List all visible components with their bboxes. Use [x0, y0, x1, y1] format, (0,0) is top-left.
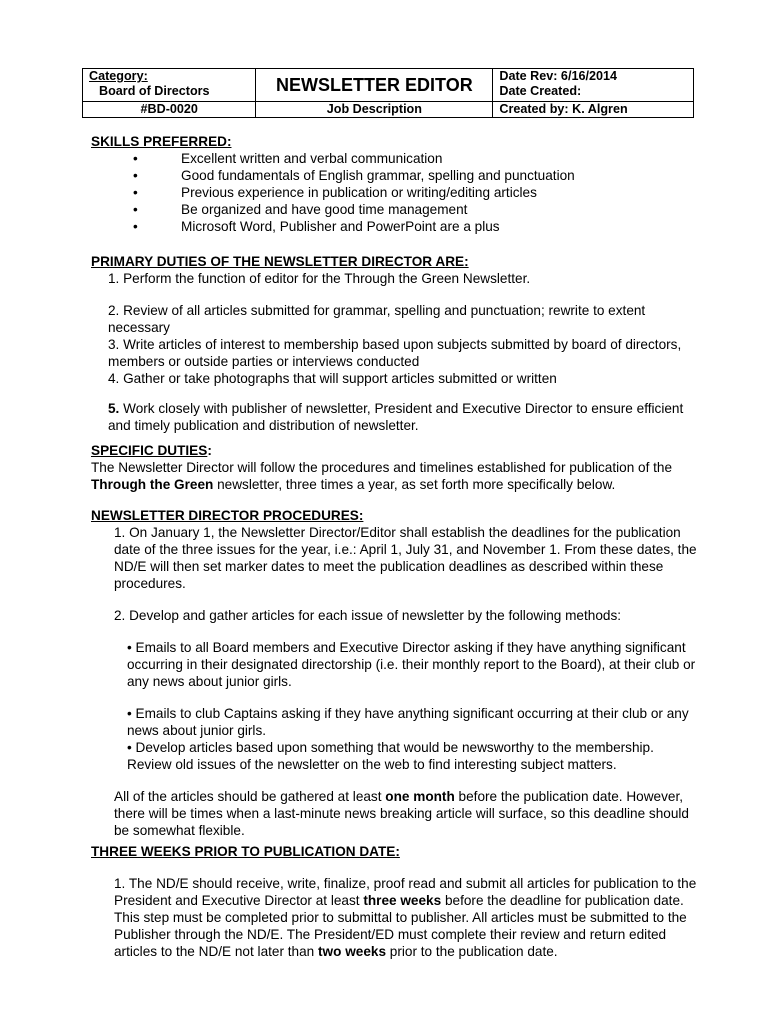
method-item: • Emails to all Board members and Executive Director asking if they have anything significant occurring in their designated directorship (i.e. their monthly report to the Board), at their club or any news about junior girls. [127, 640, 696, 689]
skill-item: • Good fundamentals of English grammar, spelling and punctuation [91, 167, 701, 184]
skill-item: • Microsoft Word, Publisher and PowerPoint are a plus [91, 218, 701, 235]
category-label: Category: [89, 69, 148, 83]
specific-duties-section [91, 442, 701, 493]
specific-text-b: newsletter, three times a year, as set forth more specifically below. [213, 477, 616, 492]
skills-list [91, 150, 701, 235]
category-value: Board of Directors [99, 84, 210, 98]
three-weeks-text-b: before the deadline for publication date. This step must be completed prior to submittal to publisher. All articles must be submitted to the Publisher through the ND/E. The President/ED must complete their review and return edited articles to the ND/E not later than [114, 893, 687, 959]
duty-5 [108, 400, 701, 434]
category-cell [83, 69, 256, 102]
skills-section [91, 133, 701, 235]
method-item: • Emails to club Captains asking if they have anything significant occurring at their club or any news about junior girls. [127, 706, 689, 738]
document-title: NEWSLETTER EDITOR [276, 75, 473, 95]
specific-duties-heading: SPECIFIC DUTIES [91, 443, 208, 458]
three-weeks-section [91, 843, 701, 960]
created-by: Created by: K. Algren [493, 102, 694, 118]
gather-text-bold: one month [385, 789, 455, 804]
specific-duties-text [91, 459, 701, 493]
duty-5-text: Work closely with publisher of newsletter, President and Executive Director to ensure efficient and timely publication and distribution of newsletter. [108, 401, 684, 433]
duty-2: 2. Review of all articles submitted for grammar, spelling and punctuation; rewrite to extent necessary [108, 303, 646, 335]
specific-duties-colon: : [207, 443, 212, 458]
skill-item: • Excellent written and verbal communication [91, 150, 701, 167]
duty-4: 4. Gather or take photographs that will support articles submitted or written [108, 371, 557, 386]
specific-text-bold: Through the Green [91, 477, 214, 492]
skill-item: • Be organized and have good time management [91, 201, 701, 218]
procedures-heading: NEWSLETTER DIRECTOR PROCEDURES: [91, 508, 364, 523]
date-created: Date Created: [499, 84, 582, 98]
three-weeks-text [114, 875, 701, 960]
primary-duties-heading: PRIMARY DUTIES OF THE NEWSLETTER DIRECTOR ARE: [91, 254, 469, 269]
document-subtitle: Job Description [256, 102, 493, 118]
date-rev: Date Rev: 6/16/2014 [499, 69, 617, 83]
gather-note [114, 788, 701, 839]
skills-heading: SKILLS PREFERRED: [91, 134, 232, 149]
procedure-1: 1. On January 1, the Newsletter Director/Editor shall establish the deadlines for the publication date of the three issues for the year, i.e.: April 1, July 31, and November 1. From these dates, the ND/E will then set marker dates to meet the publication deadlines as described within these procedures. [114, 525, 697, 591]
gather-text-b: before the publication date. However, there will be times when a last-minute news breaking article will surface, so this deadline should be somewhat flexible. [114, 789, 689, 838]
title-cell [256, 69, 493, 102]
duty-5-number: 5. [108, 401, 120, 416]
primary-duties-section [91, 253, 701, 434]
three-weeks-text-c: prior to the publication date. [386, 944, 558, 959]
procedure-2: 2. Develop and gather articles for each issue of newsletter by the following methods: [114, 608, 622, 623]
duty-1: 1. Perform the function of editor for the Through the Green Newsletter. [108, 271, 531, 286]
three-weeks-text-a: 1. The ND/E should receive, write, finalize, proof read and submit all articles for publication to the President and Executive Director at least [114, 876, 697, 908]
gather-text-a: All of the articles should be gathered at least [114, 789, 386, 804]
doc-number: #BD-0020 [83, 102, 256, 118]
duty-3: 3. Write articles of interest to membership based upon subjects submitted by board of directors, members or outside parties or interviews conducted [108, 337, 682, 369]
method-item: • Develop articles based upon something that would be newsworthy to the membership. Review old issues of the newsletter on the web to find interesting subject matters. [127, 740, 654, 772]
skill-item: • Previous experience in publication or writing/editing articles [91, 184, 701, 201]
dates-cell [493, 69, 694, 102]
procedures-section [91, 507, 701, 839]
three-weeks-heading: THREE WEEKS PRIOR TO PUBLICATION DATE: [91, 844, 400, 859]
specific-text-a: The Newsletter Director will follow the procedures and timelines established for publication of the [91, 460, 673, 475]
three-weeks-bold-2: two weeks [318, 944, 387, 959]
header-table [82, 68, 694, 118]
three-weeks-bold-1: three weeks [363, 893, 442, 908]
